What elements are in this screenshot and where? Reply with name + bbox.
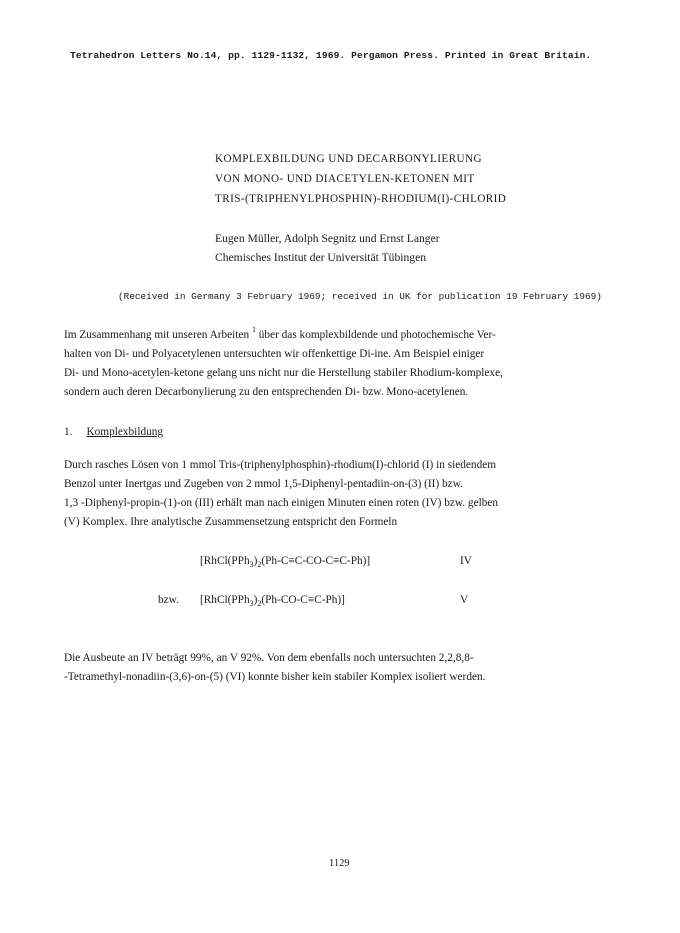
formula-iv-sub2: 2 (257, 560, 262, 569)
formula-iv (200, 555, 370, 567)
para3-line-1: Die Ausbeute an IV beträgt 99%, an V 92%. Von dem ebenfalls noch untersuchten 2,2,8,8- (64, 652, 474, 664)
para2-line-4: (V) Komplex. Ihre analytische Zusammensetzung entspricht den Formeln (64, 516, 398, 528)
title-line-3: TRIS-(TRIPHENYLPHOSPHIN)-RHODIUM(I)-CHLORID (215, 193, 507, 205)
formula-v-sub2: 2 (257, 599, 262, 608)
intro-line-4: sondern auch deren Decarbonylierung zu den entsprechenden Di- bzw. Mono-acetylenen. (64, 386, 469, 398)
formula-v-sub1: 3 (249, 599, 254, 608)
section-heading (64, 426, 163, 438)
formula-iv-part2: ) (253, 555, 258, 567)
intro-line-1-start: Im Zusammenhang mit unseren Arbeiten (64, 329, 250, 341)
para2-line-2: Benzol unter Inertgas und Zugeben von 2 mmol 1,5-Diphenyl-pentadiin-on-(3) (II) bzw. (64, 478, 463, 490)
section-number: 1. (64, 426, 73, 438)
formula-v-part1: [RhCl(PPh (200, 594, 250, 606)
formula-iv-label: IV (460, 555, 472, 567)
received-dates: (Received in Germany 3 February 1969; received in UK for publication 19 February 1969) (118, 291, 602, 302)
formula-iv-sub1: 3 (249, 560, 254, 569)
intro-line-3: Di- und Mono-acetylen-ketone gelang uns nicht nur die Herstellung stabiler Rhodium-komplexe, (64, 367, 503, 379)
authors: Eugen Müller, Adolph Segnitz und Ernst Langer (215, 232, 440, 245)
title-line-2: VON MONO- UND DIACETYLEN-KETONEN MIT (215, 173, 475, 185)
title-line-1: KOMPLEXBILDUNG UND DECARBONYLIERUNG (215, 153, 482, 165)
journal-header: Tetrahedron Letters No.14, pp. 1129-1132, 1969. Pergamon Press. Printed in Great Britain. (70, 50, 592, 61)
formula-v-lead: bzw. (158, 594, 179, 606)
intro-line-2: halten von Di- und Polyacetylenen untersuchten wir offenkettige Di-ine. Am Beispiel einiger (64, 348, 485, 360)
reference-superscript: 1 (251, 325, 256, 334)
intro-line-1 (64, 325, 496, 341)
formula-iv-part1: [RhCl(PPh (200, 555, 250, 567)
para3-line-2: -Tetramethyl-nonadiin-(3,6)-on-(5) (VI) konnte bisher kein stabiler Komplex isoliert werden. (64, 671, 486, 683)
page-number: 1129 (329, 858, 350, 869)
section-title: Komplexbildung (86, 426, 164, 438)
intro-line-1-end: über das komplexbildende und photochemische Ver- (258, 329, 496, 341)
formula-v-part3: (Ph-CO-C≡C-Ph)] (261, 594, 345, 606)
para2-line-1: Durch rasches Lösen von 1 mmol Tris-(triphenylphosphin)-rhodium(I)-chlorid (I) in siedendem (64, 459, 497, 471)
para2-line-3: 1,3 -Diphenyl-propin-(1)-on (III) erhält man nach einigen Minuten einen roten (IV) bzw. gelben (64, 497, 499, 509)
affiliation: Chemisches Institut der Universität Tübingen (215, 251, 427, 264)
formula-v (200, 594, 345, 606)
formula-iv-part3: (Ph-C≡C-CO-C≡C-Ph)] (261, 555, 371, 567)
formula-v-part2: ) (253, 594, 258, 606)
formula-v-label: V (460, 594, 469, 606)
